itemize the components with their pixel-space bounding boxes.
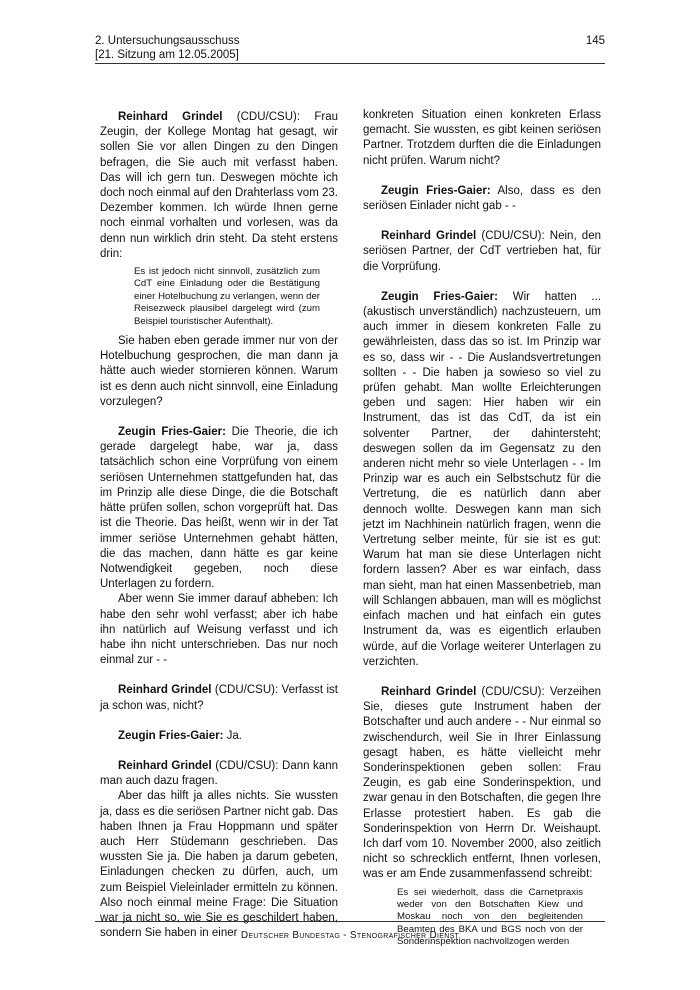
paragraph-text: (CDU/CSU): Verfasst ist ja schon was, nicht?: [100, 684, 338, 712]
paragraph-text: Die Theorie, die ich gerade dargelegt habe, war ja, dass tatsächlich schon eine Vorprüfung von einem seriösen Unternehmen stattgefunden hat, das im Prinzip alle diese Dinge, die die Botschaft hätte prüfen sollen, schon vorgeprüft hat. Das ist die Theorie. Das heißt, wenn wir in der Tat immer seriöse Unternehmen gehabt hätten, die das machen, dann hätte es gar keine Notwendigkeit gegeben, noch diese Unterlagen zu fordern.: [100, 426, 338, 591]
paragraph-text: (CDU/CSU): Verzeihen Sie, dieses gute Instrument haben der Botschafter und auch andere - - Nur einmal so zwischendurch, weil Sie in Ihrer Einlassung gesagt haben, es hätte vielleicht mehr Sonderinspektionen geben sollen: Frau Zeugin, es gab eine Sonderinspektion, und zwar genau in den Botschaften, die gegen Ihre Erlasse protestiert haben. Es gab die Sonderinspektion von Herrn Dr. Weishaupt. Ich darf vom 10. November 2000, also zeitlich nicht so schrecklich entfernt, Ihnen vorlesen, was er am Ende zusammenfassend schreibt:: [363, 685, 601, 881]
paragraph-text: (CDU/CSU): Frau Zeugin, der Kollege Montag hat gesagt, wir sollen Sie vor allen Dingen zu den Dingen befragen, die Sie auch mit verfasst haben. Das will ich gern tun. Deswegen möchte ich doch noch einmal auf den Drahterlass vom 23. Dezember kommen. Ich würde Ihnen gerne noch einmal vorhalten und vorlesen, was da denn nun wirklich drin steht. Da steht erstens drin:: [100, 111, 338, 260]
footer-rule: [95, 921, 605, 922]
paragraph: [100, 110, 338, 262]
speaker-name: Zeugin Fries-Gaier:: [381, 290, 498, 303]
quote-block: Es sei wiederholt, dass die Carnetpraxis weder von den Botschaften Kiew und Moskau noch von den begleitenden Beamten des BKA und BGS noch von der Sonderinspektion nachvollzogen werden: [397, 886, 583, 948]
speaker-name: Reinhard Grindel: [118, 759, 212, 772]
speaker-name: Reinhard Grindel: [381, 685, 477, 698]
paragraph-text: (CDU/CSU): Nein, den seriösen Partner, der CdT vertrieben hat, für die Vorprüfung.: [363, 230, 601, 273]
header-committee: 2. Untersuchungsausschuss: [95, 35, 240, 47]
paragraph-text: (CDU/CSU): Dann kann man auch dazu fragen.: [100, 759, 338, 788]
right-column: [363, 108, 601, 955]
header-rule: [95, 63, 605, 64]
quote-block: Es ist jedoch nicht sinnvoll, zusätzlich zum CdT eine Einladung oder die Bestätigung einer Hotelbuchung zu verlangen, wenn der Reisezweck plausibel dargelegt wird (zum Beispiel touristischer Aufenthalt).: [134, 266, 320, 327]
paragraph: Aber wenn Sie immer darauf abheben: Ich habe den sehr wohl verfasst; aber ich habe ihn natürlich auf Weisung verfasst und ich habe ihn nicht unterschrieben. Das nur noch einmal zur - -: [100, 593, 338, 667]
paragraph-text: Wir hatten ... (akustisch unverständlich) nachzusteuern, um auch immer in diesem konkreten Falle zu gewährleisten, dass das so ist. Im Prinzip war es so, dass wir - - Die Auslandsvertretungen sollten - - Die haben ja sowieso so viel zu prüfen gehabt. Man wollte Erleichterungen geben und sagen: Hier haben wir ein Instrument, das ist das CdT, da ist ein solventer Partner, der dahintersteht; deswegen sollen da im Gegensatz zu den anderen nicht mehr so viele Unterlagen - - Im Prinzip war es auch ein Selbstschutz für die Vertretung, die es natürlich dann aber dennoch wollte. Deswegen kann man sich jetzt im Nachhinein natürlich fragen, wenn die Vertretung selber meinte, für sie ist es gut: Warum hat man sie diese Unterlagen nicht fordern lassen? Aber es war einfach, dass man sieht, man hat einen Massenbetrieb, man will Schlangen abbauen, man will es möglichst einfach machen und hat einfach ein gutes Instrument da, was es eigentlich erlauben würde, auf die Vorlage weiterer Unterlagen zu verzichten.: [363, 290, 601, 668]
page-number: 145: [585, 35, 605, 47]
left-column: [100, 110, 338, 941]
speaker-name: Reinhard Grindel: [118, 111, 223, 123]
speaker-name: Reinhard Grindel: [381, 230, 477, 243]
speaker-name: Zeugin Fries-Gaier:: [118, 426, 226, 439]
paragraph: [100, 683, 338, 713]
paragraph: Sie haben eben gerade immer nur von der Hotelbuchung gesprochen, die man dann ja hätte auch wieder stornieren können. Warum ist es denn auch nicht sinnvoll, eine Einladung vorzulegen?: [100, 335, 338, 408]
paragraph: [363, 229, 601, 275]
paragraph: [363, 685, 601, 883]
paragraph: [363, 184, 601, 214]
header-session: [21. Sitzung am 12.05.2005]: [95, 49, 239, 61]
paragraph-text: Ja.: [223, 729, 242, 742]
paragraph: Aber das hilft ja alles nichts. Sie wussten ja, dass es die seriösen Partner nicht gab. Das haben Ihnen ja Frau Hoppmann und später auch Herr Stüdemann geschrieben. Das wussten Sie ja. Die haben ja darum gebeten, Einladungen checken zu dürfen, auch, um zum Beispiel Vieleinlader ermitteln zu können. Also noch einmal meine Frage: Die Situation war ja nicht so, wie Sie es geschildert haben, sondern Sie haben in einer: [100, 790, 338, 940]
page-footer: Deutscher Bundestag - Stenografischer Dienst: [240, 930, 460, 941]
page-header: [95, 34, 605, 62]
paragraph: [100, 759, 338, 789]
speaker-name: Reinhard Grindel: [118, 684, 212, 697]
paragraph-text: Also, dass es den seriösen Einlader nicht gab - -: [363, 184, 601, 213]
paragraph: konkreten Situation einen konkreten Erlass gemacht. Sie wussten, es gibt keinen seriösen Partner. Trotzdem durften die die Einladungen nicht prüfen. Warum nicht?: [363, 109, 601, 167]
speaker-name: Zeugin Fries-Gaier:: [118, 729, 224, 742]
paragraph: [363, 290, 601, 670]
speaker-name: Zeugin Fries-Gaier:: [381, 184, 491, 197]
paragraph: [100, 729, 338, 744]
paragraph: [100, 425, 338, 592]
